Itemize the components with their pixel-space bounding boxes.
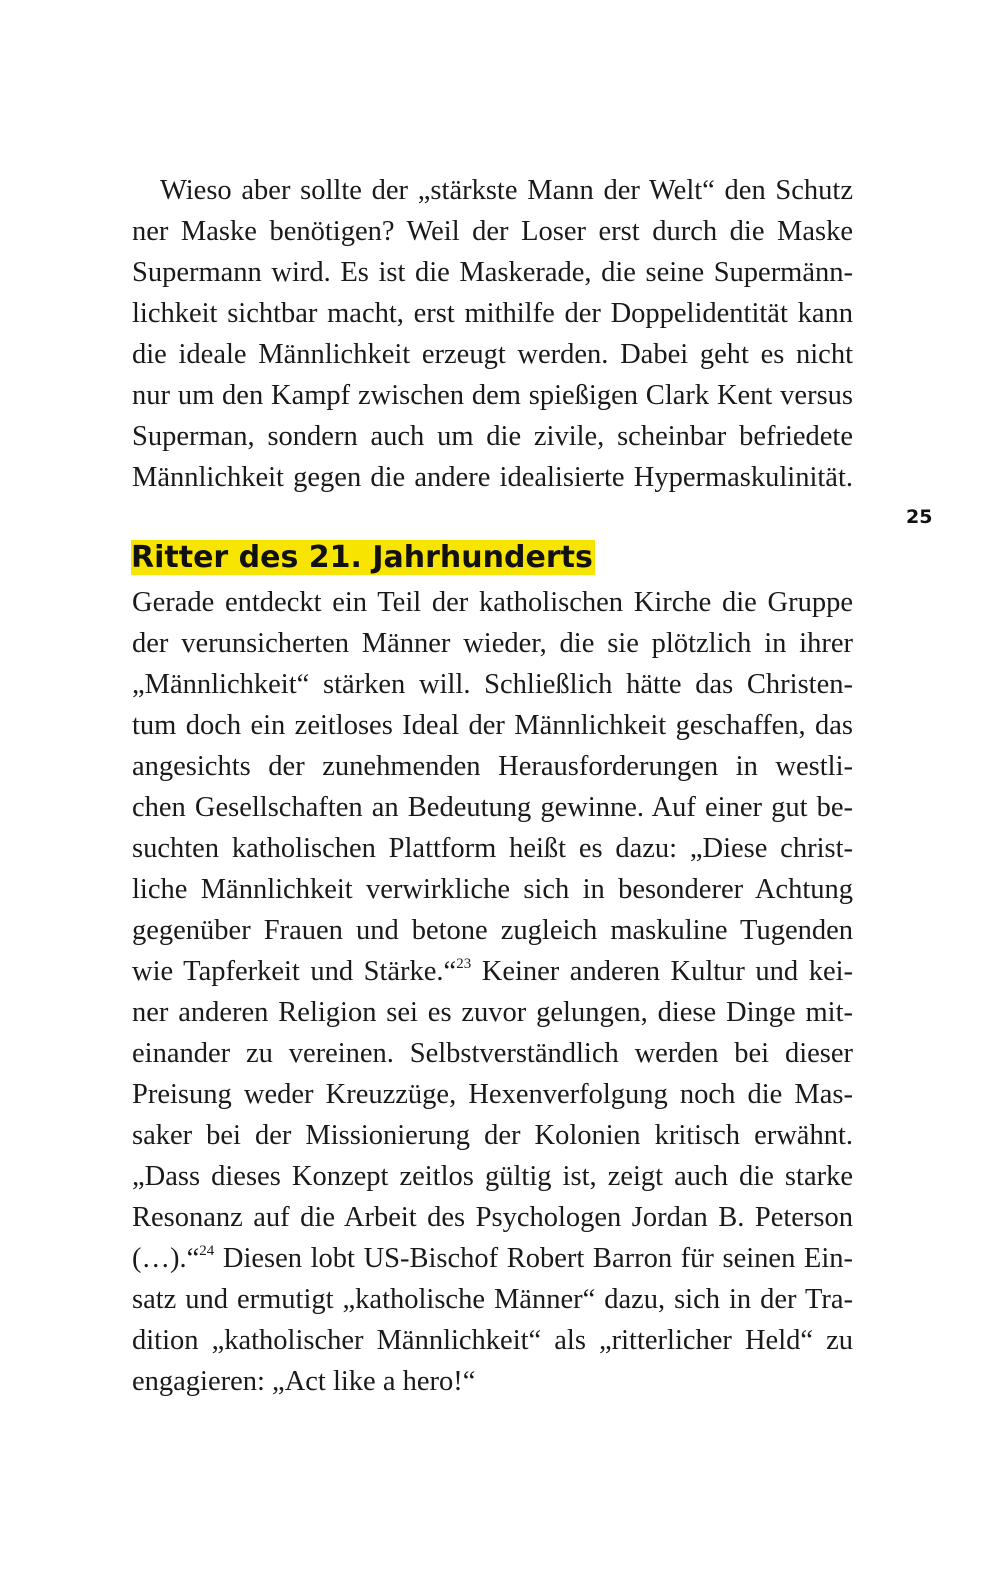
section-heading-highlight: Ritter des 21. Jahrhunderts [131, 540, 593, 575]
text-line: Männlichkeit gegen die andere idealisierte Hypermaskulinität. [132, 462, 853, 493]
footnote-ref-24[interactable]: 24 [199, 1242, 215, 1259]
text-line: suchten katholischen Plattform heißt es dazu: „Diese christ- [132, 833, 853, 864]
text-segment: Keiner anderen Kultur und kei- [471, 956, 853, 987]
text-line-footnote-24 [132, 1238, 853, 1279]
text-line: lichkeit sichtbar macht, erst mithilfe der Doppelidentität kann [132, 298, 853, 329]
text-line: die ideale Männlichkeit erzeugt werden. Dabei geht es nicht [132, 339, 853, 370]
paragraph-superman [132, 170, 853, 498]
text-line: Wieso aber sollte der „stärkste Mann der Welt“ den Schutz [160, 175, 853, 206]
text-segment: Diesen lobt US-Bischof Robert Barron für seinen Ein- [214, 1243, 853, 1274]
text-line: Gerade entdeckt ein Teil der katholischen Kirche die Gruppe [132, 587, 853, 618]
footnote-ref-23[interactable]: 23 [456, 955, 472, 972]
text-line: nur um den Kampf zwischen dem spießigen Clark Kent versus [132, 380, 853, 411]
text-line: Supermann wird. Es ist die Maskerade, die seine Supermänn- [132, 257, 853, 288]
text-line: saker bei der Missionierung der Kolonien kritisch erwähnt. [132, 1120, 853, 1151]
text-line: gegenüber Frauen und betone zugleich maskuline Tugenden [132, 915, 853, 946]
text-line-footnote-23 [132, 951, 853, 992]
text-line: der verunsicherten Männer wieder, die sie plötzlich in ihrer [132, 628, 853, 659]
text-line: Superman, sondern auch um die zivile, scheinbar befriedete [132, 421, 853, 452]
text-line: ner Maske benötigen? Weil der Loser erst durch die Maske [132, 216, 853, 247]
text-line: ner anderen Religion sei es zuvor gelungen, diese Dinge mit- [132, 997, 853, 1028]
text-line: einander zu vereinen. Selbstverständlich werden bei dieser [132, 1038, 853, 1069]
text-segment: wie Tapferkeit und Stärke.“ [132, 956, 457, 987]
text-line: „Dass dieses Konzept zeitlos gültig ist, zeigt auch die starke [132, 1161, 853, 1192]
text-line: chen Gesellschaften an Bedeutung gewinne. Auf einer gut be- [132, 792, 853, 823]
text-line: angesichts der zunehmenden Herausforderungen in westli- [132, 751, 853, 782]
text-line: satz und ermutigt „katholische Männer“ dazu, sich in der Tra- [132, 1284, 853, 1315]
text-line: Resonanz auf die Arbeit des Psychologen Jordan B. Peterson [132, 1202, 853, 1233]
text-segment: (…).“ [132, 1243, 200, 1274]
section-heading [131, 538, 595, 578]
text-line: tum doch ein zeitloses Ideal der Männlichkeit geschaffen, das [132, 710, 853, 741]
page-number: 25 [906, 506, 933, 528]
text-line: liche Männlichkeit verwirkliche sich in besonderer Achtung [132, 874, 853, 905]
text-line: dition „katholischer Männlichkeit“ als „ritterlicher Held“ zu [132, 1325, 853, 1356]
paragraph-ritter [132, 582, 853, 1402]
text-line-last: engagieren: „Act like a hero!“ [132, 1366, 476, 1397]
text-line: „Männlichkeit“ stärken will. Schließlich hätte das Christen- [132, 669, 853, 700]
text-line: Preisung weder Kreuzzüge, Hexenverfolgung noch die Mas- [132, 1079, 853, 1110]
